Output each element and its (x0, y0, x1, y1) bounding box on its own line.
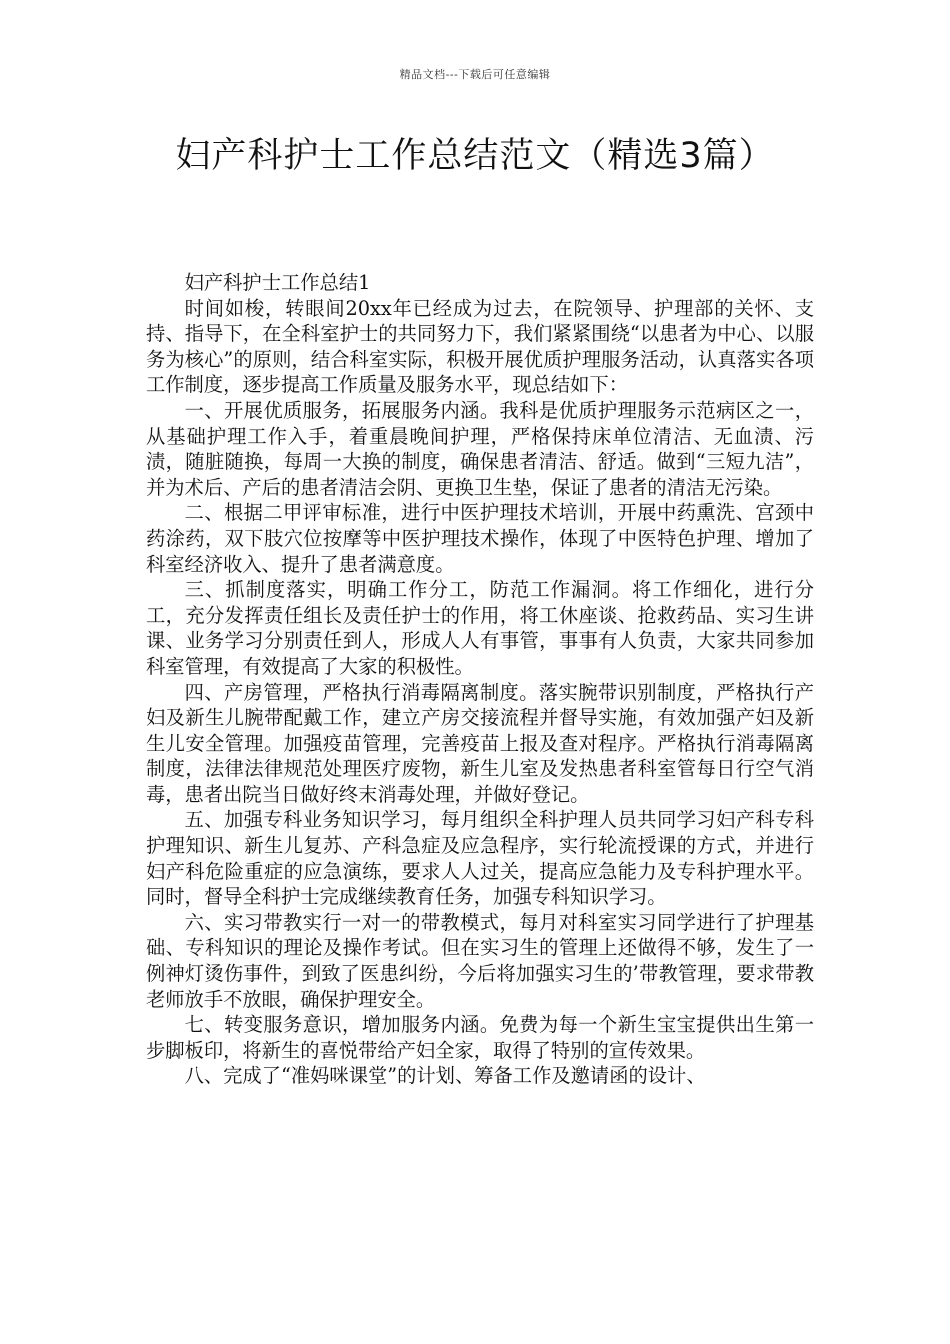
paragraph-intro: 时间如梭，转眼间20xx年已经成为过去，在院领导、护理部的关怀、支持、指导下，在全科室护士的共同努力下，我们紧紧围绕“以患者为中心、以服务为核心”的原则，结合科室实际，积极开展优质护理服务活动，认真落实各项工作制度，逐步提高工作质量及服务水平，现总结如下： (146, 296, 814, 397)
section-heading: 妇产科护士工作总结1 (184, 271, 371, 294)
paragraph-item-7: 七、转变服务意识，增加服务内涵。免费为每一个新生宝宝提供出生第一步脚板印，将新生的喜悦带给产妇全家，取得了特别的宣传效果。 (146, 1013, 814, 1062)
document-title: 妇产科护士工作总结范文（精选3篇） (175, 136, 775, 176)
paragraph-item-3: 三、抓制度落实，明确工作分工，防范工作漏洞。将工作细化，进行分工，充分发挥责任组长及责任护士的作用，将工休座谈、抢救药品、实习生讲课、业务学习分别责任到人，形成人人有事管，事事有人负责，大家共同参加科室管理，有效提高了大家的积极性。 (146, 578, 814, 678)
paragraph-item-1: 一、开展优质服务，拓展服务内涵。我科是优质护理服务示范病区之一，从基础护理工作入手，着重晨晚间护理，严格保持床单位清洁、无血渍、污渍，随脏随换，每周一大换的制度，确保患者清洁、舒适。做到“三短九洁”，并为术后、产后的患者清洁会阴、更换卫生垫，保证了患者的清洁无污染。 (146, 398, 814, 499)
paragraph-item-2: 二、根据二甲评审标准，进行中医护理技术培训，开展中药熏洗、宫颈中药涂药，双下肢穴位按摩等中医护理技术操作，体现了中医特色护理、增加了科室经济收入、提升了患者满意度。 (146, 501, 814, 576)
paragraph-item-6: 六、实习带教实行一对一的带教模式，每月对科室实习同学进行了护理基础、专科知识的理论及操作考试。但在实习生的管理上还做得不够，发生了一例神灯烫伤事件，到致了医患纠纷，今后将加强实习生的’带教管理，要求带教老师放手不放眼，确保护理安全。 (146, 910, 814, 1011)
paragraph-item-8: 八、完成了“准妈咪课堂”的计划、筹备工作及邀请函的设计、 (184, 1064, 706, 1088)
paragraph-item-5: 五、加强专科业务知识学习，每月组织全科护理人员共同学习妇产科专科护理知识、新生儿复苏、产科急症及应急程序，实行轮流授课的方式，并进行妇产科危险重症的应急演练，要求人人过关，提高应急能力及专科护理水平。同时，督导全科护士完成继续教育任务，加强专科知识学习。 (146, 808, 814, 909)
page-header-note: 精品文档---下载后可任意编辑 (399, 68, 551, 81)
document-body (146, 270, 814, 1089)
paragraph-item-4: 四、产房管理，严格执行消毒隔离制度。落实腕带识别制度，严格执行产妇及新生儿腕带配戴工作，建立产房交接流程并督导实施，有效加强产妇及新生儿安全管理。加强疫苗管理，完善疫苗上报及查对程序。严格执行消毒隔离制度，法律法律规范处理医疗废物，新生儿室及发热患者科室管每日行空气消毒，患者出院当日做好终末消毒处理，并做好登记。 (146, 680, 814, 806)
